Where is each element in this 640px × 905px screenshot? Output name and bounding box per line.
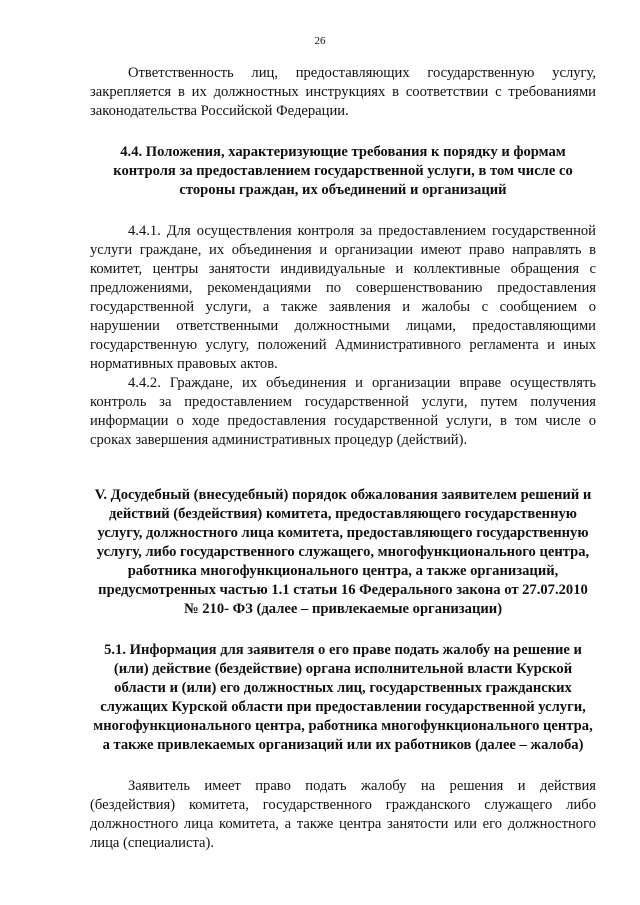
section-heading-5-1: 5.1. Информация для заявителя о его праве подать жалобу на решение и (или) действие (бездействие) органа исполнительной власти Курской области и (или) его должностных лиц, государственных гражданских служащих Курской области при предоставлении государственной услуги, многофункционального центра, работника многофункционального центра, а также привлекаемых организаций или их работников (далее – жалоба) — [93, 642, 593, 753]
page-number: 26 — [314, 35, 326, 47]
section-heading-v: V. Досудебный (внесудебный) порядок обжалования заявителем решений и действий (бездействия) комитета, предоставляющего государственную услугу, должностного лица комитета, предоставляющего государственную услугу, либо государственного служащего, многофункционального центра, работника многофункционального центра, а также организаций, предусмотренных частью 1.1 статьи 16 Федерального закона от 27.07.2010 № 210- ФЗ (далее – привлекаемые организации) — [94, 487, 592, 617]
page-content — [90, 64, 596, 853]
paragraph-responsibility: Ответственность лиц, предоставляющих государственную услугу, закрепляется в их должностных инструкциях в соответствии с требованиями законодательства Российской Федерации. — [90, 65, 596, 119]
paragraph-complaint-right: Заявитель имеет право подать жалобу на решения и действия (бездействия) комитета, государственного гражданского служащего либо должностного лица комитета, а также центра занятости или его должностного лица (специалиста). — [90, 778, 596, 851]
section-heading-4-4: 4.4. Положения, характеризующие требования к порядку и формам контроля за предоставлением государственной услуги, в том числе со стороны граждан, их объединений и организаций — [113, 144, 573, 198]
paragraph-4-4-2: 4.4.2. Граждане, их объединения и организации вправе осуществлять контроль за предоставлением государственной услуги, путем получения информации о ходе предоставления государственной услуги, в том числе о сроках завершения административных процедур (действий). — [90, 375, 596, 448]
paragraph-4-4-1: 4.4.1. Для осуществления контроля за предоставлением государственной услуги граждане, их объединения и организации имеют право направлять в комитет, центры занятости индивидуальные и коллективные обращения с предложениями, рекомендациями по совершенствованию предоставления государственной услуги, а также заявления и жалобы с сообщением о нарушении ответственными должностными лицами, предоставляющими государственную услугу, положений Административного регламента и иных нормативных правовых актов. — [90, 223, 596, 372]
